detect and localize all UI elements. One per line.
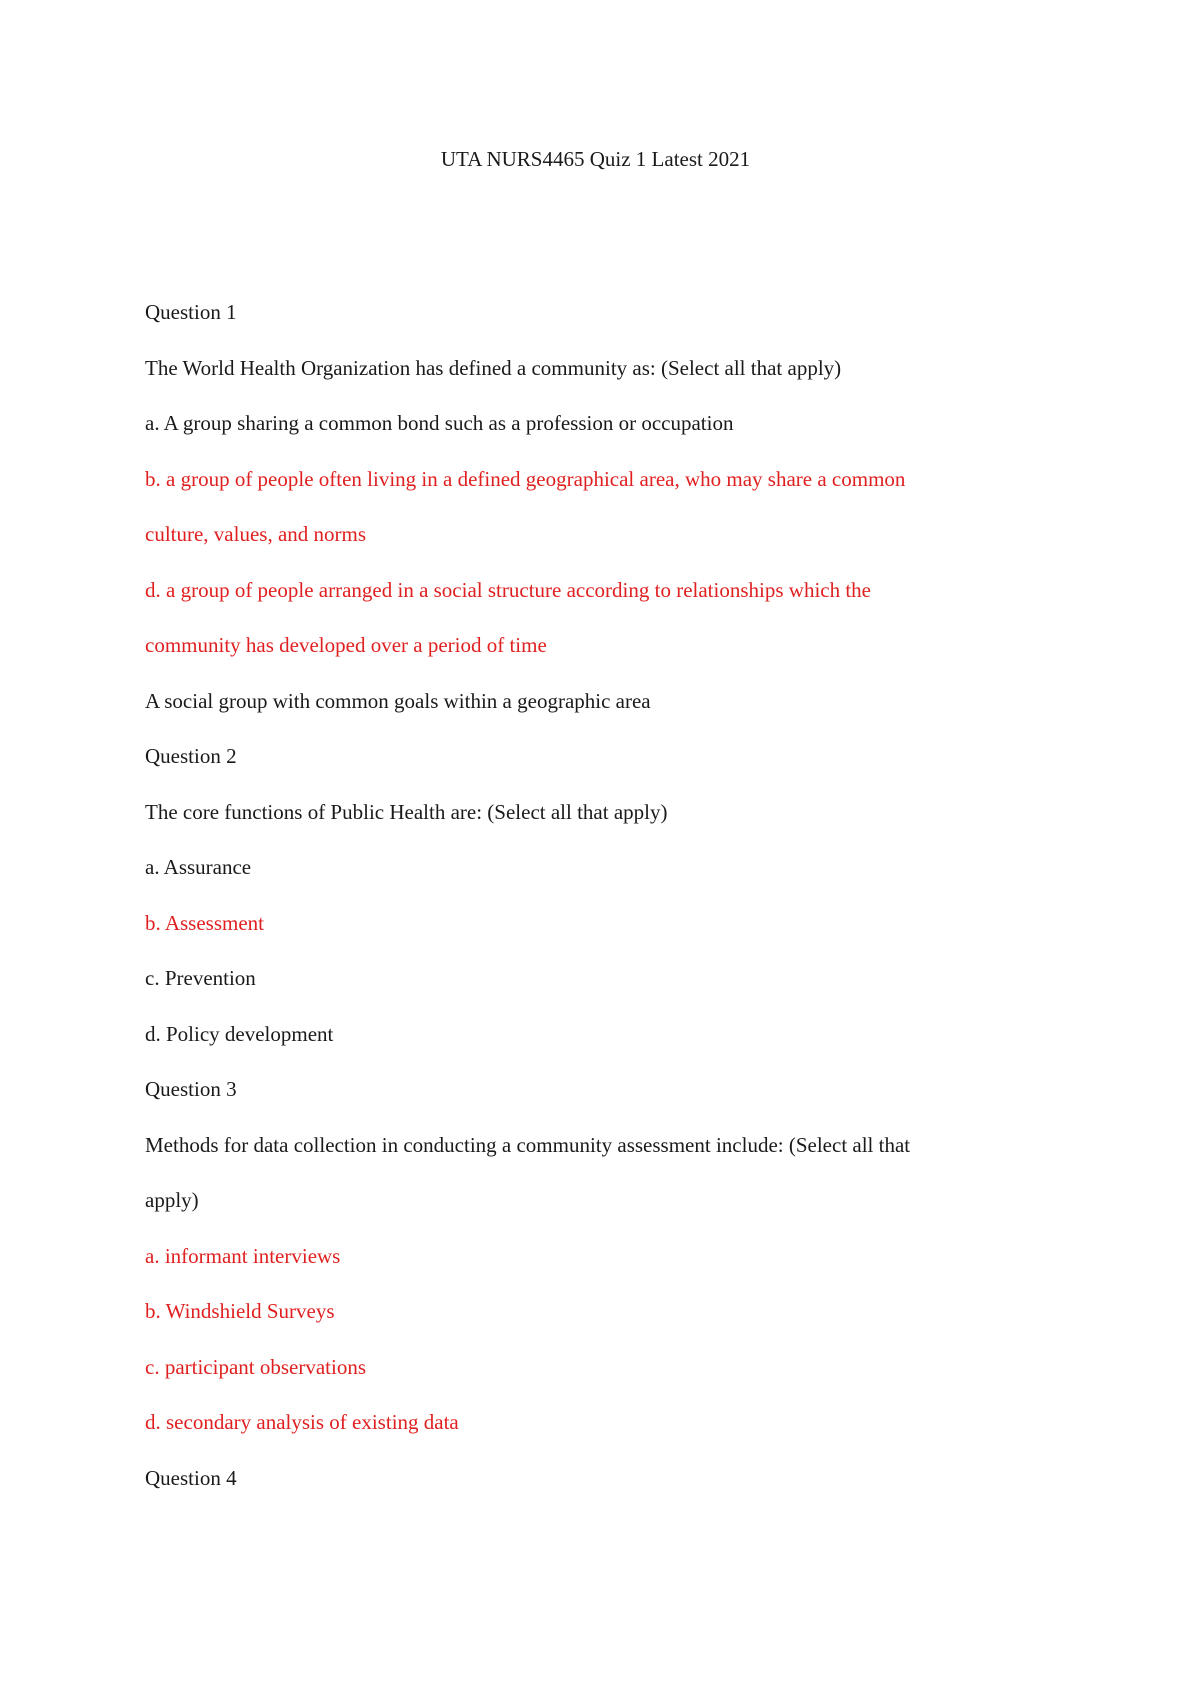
question-3-option-b: b. Windshield Surveys <box>145 1299 335 1323</box>
question-3-option-d: d. secondary analysis of existing data <box>145 1410 459 1434</box>
quiz-body <box>145 299 1045 1520</box>
question-4-heading: Question 4 <box>145 1465 237 1490</box>
question-3-heading: Question 3 <box>145 1077 237 1101</box>
question-2-prompt: The core functions of Public Health are: (Select all that apply) <box>145 799 668 824</box>
question-2-option-c: c. Prevention <box>145 966 256 990</box>
question-1-option-d-line-1: d. a group of people arranged in a social structure according to relationships which the <box>145 577 872 602</box>
question-3-prompt-line-2: apply) <box>145 1188 199 1212</box>
question-2-heading: Question 2 <box>145 744 237 768</box>
question-1-option-b-line-1: b. a group of people often living in a defined geographical area, who may share a common <box>145 466 906 491</box>
question-2-option-a: a. Assurance <box>145 855 252 879</box>
question-3-prompt-line-1: Methods for data collection in conducting a community assessment include: (Select all that <box>145 1132 911 1157</box>
question-1-option-b-line-2: culture, values, and norms <box>145 522 367 546</box>
question-1-prompt: The World Health Organization has defined a community as: (Select all that apply) <box>145 355 842 380</box>
question-3-option-a: a. informant interviews <box>145 1243 341 1268</box>
question-1-option-a: a. A group sharing a common bond such as a profession or occupation <box>145 411 734 435</box>
question-3-option-c: c. participant observations <box>145 1354 367 1379</box>
document-title: UTA NURS4465 Quiz 1 Latest 2021 <box>440 147 751 171</box>
question-2-option-d: d. Policy development <box>145 1021 334 1046</box>
question-1-heading: Question 1 <box>145 300 237 324</box>
question-2-option-b: b. Assessment <box>145 910 265 935</box>
question-1-note: A social group with common goals within a geographic area <box>145 688 651 713</box>
question-1-option-d-line-2: community has developed over a period of time <box>145 633 547 657</box>
